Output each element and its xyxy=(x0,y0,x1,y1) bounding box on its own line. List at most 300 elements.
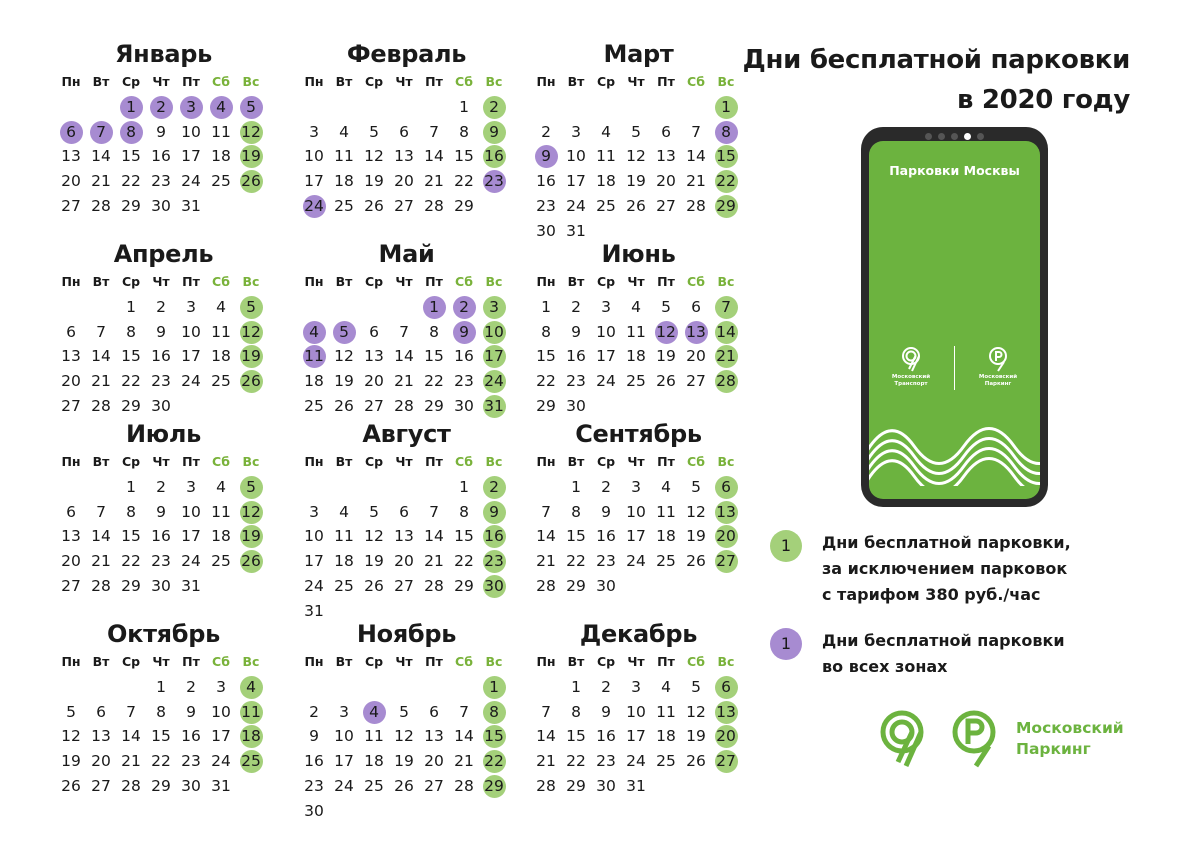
day-cell xyxy=(449,500,479,525)
day-cell xyxy=(479,500,509,525)
day-number: 4 xyxy=(661,477,671,496)
day-cell xyxy=(176,724,206,749)
day-number: 15 xyxy=(121,347,141,366)
day-cell xyxy=(236,475,266,500)
day-number: 13 xyxy=(364,347,384,366)
day-cell xyxy=(389,144,419,169)
day-number: 6 xyxy=(399,502,409,521)
day-cell xyxy=(329,320,359,345)
day-cell xyxy=(236,144,266,169)
day-cell xyxy=(299,120,329,145)
day-cell xyxy=(56,749,86,774)
day-number: 3 xyxy=(339,702,349,721)
day-cell xyxy=(389,574,419,599)
day-cell xyxy=(479,774,509,799)
weekday-header: Вт xyxy=(567,274,585,289)
weekday-header: Пн xyxy=(304,74,324,89)
day-number: 15 xyxy=(454,147,474,166)
day-cell xyxy=(359,144,389,169)
weekday-header: Чт xyxy=(627,454,645,469)
day-cell xyxy=(561,524,591,549)
day-cell xyxy=(561,675,591,700)
phone-illustration xyxy=(861,127,1048,507)
day-number: 25 xyxy=(334,196,354,215)
day-cell xyxy=(449,549,479,574)
month-grid xyxy=(299,270,509,419)
day-cell xyxy=(591,144,621,169)
day-number: 10 xyxy=(304,147,324,166)
day-cell xyxy=(299,369,329,394)
weekday-header: Пн xyxy=(61,274,81,289)
day-cell xyxy=(621,144,651,169)
day-number: 29 xyxy=(121,196,141,215)
weekday-header: Вт xyxy=(335,274,353,289)
day-cell xyxy=(146,574,176,599)
weekday-header: Вс xyxy=(242,74,260,89)
day-number: 14 xyxy=(394,347,414,366)
day-cell xyxy=(419,774,449,799)
day-number: 17 xyxy=(181,147,201,166)
day-number: 1 xyxy=(459,477,469,496)
weekday-header: Чт xyxy=(627,654,645,669)
day-number: 26 xyxy=(334,396,354,415)
day-number: 2 xyxy=(186,677,196,696)
day-cell xyxy=(206,144,236,169)
weekday-header: Ср xyxy=(364,454,384,469)
day-cell xyxy=(651,344,681,369)
day-cell xyxy=(419,749,449,774)
month-grid xyxy=(531,450,741,599)
day-cell xyxy=(711,369,741,394)
day-cell xyxy=(299,144,329,169)
day-number: 11 xyxy=(240,701,263,724)
day-number: 7 xyxy=(459,702,469,721)
day-cell xyxy=(176,320,206,345)
day-cell xyxy=(681,344,711,369)
weekday-header: Вс xyxy=(242,274,260,289)
day-number: 9 xyxy=(535,145,558,168)
empty-cell xyxy=(56,95,86,120)
empty-cell xyxy=(449,675,479,700)
day-cell xyxy=(681,369,711,394)
day-cell xyxy=(116,194,146,219)
day-cell xyxy=(86,524,116,549)
day-number: 12 xyxy=(364,527,384,546)
day-number: 21 xyxy=(715,345,738,368)
day-cell xyxy=(479,675,509,700)
weekday-header: Пт xyxy=(425,654,443,669)
weekday-header: Пн xyxy=(61,654,81,669)
day-cell xyxy=(561,774,591,799)
day-cell xyxy=(449,344,479,369)
day-cell xyxy=(651,524,681,549)
empty-cell xyxy=(389,295,419,320)
day-number: 8 xyxy=(429,322,439,341)
day-number: 13 xyxy=(61,527,81,546)
weekday-header: Вт xyxy=(335,74,353,89)
day-number: 22 xyxy=(566,552,586,571)
day-cell xyxy=(146,549,176,574)
day-number: 26 xyxy=(394,776,414,795)
day-number: 10 xyxy=(181,502,201,521)
day-cell xyxy=(531,194,561,219)
day-number: 11 xyxy=(334,147,354,166)
day-cell xyxy=(56,344,86,369)
day-cell xyxy=(531,724,561,749)
day-number: 6 xyxy=(715,676,738,699)
day-number: 30 xyxy=(181,776,201,795)
day-cell xyxy=(389,120,419,145)
legend-item-green xyxy=(770,530,1071,608)
day-cell xyxy=(86,194,116,219)
day-cell xyxy=(591,724,621,749)
day-cell xyxy=(531,295,561,320)
day-number: 3 xyxy=(216,677,226,696)
day-cell xyxy=(419,320,449,345)
day-number: 4 xyxy=(631,297,641,316)
month-title: Октябрь xyxy=(106,620,221,648)
day-number: 7 xyxy=(399,322,409,341)
day-number: 20 xyxy=(424,752,444,771)
day-cell xyxy=(359,574,389,599)
day-number: 23 xyxy=(151,172,171,191)
day-number: 16 xyxy=(596,727,616,746)
day-number: 4 xyxy=(216,297,226,316)
day-cell xyxy=(236,344,266,369)
day-cell xyxy=(116,724,146,749)
day-cell xyxy=(86,144,116,169)
day-number: 5 xyxy=(691,477,701,496)
day-cell xyxy=(621,675,651,700)
day-number: 1 xyxy=(571,677,581,696)
brand-name: Московский Паркинг xyxy=(1016,719,1124,758)
day-number: 24 xyxy=(566,196,586,215)
day-number: 22 xyxy=(121,172,141,191)
day-number: 19 xyxy=(686,527,706,546)
day-cell xyxy=(299,799,329,824)
day-cell xyxy=(299,574,329,599)
day-cell xyxy=(531,120,561,145)
day-cell xyxy=(621,194,651,219)
day-cell xyxy=(449,144,479,169)
day-number: 18 xyxy=(211,347,231,366)
day-number: 16 xyxy=(483,145,506,168)
day-cell xyxy=(176,369,206,394)
page-title xyxy=(743,40,1130,120)
weekday-header: Ср xyxy=(596,654,616,669)
day-cell xyxy=(56,700,86,725)
day-cell xyxy=(146,344,176,369)
day-number: 8 xyxy=(126,502,136,521)
day-number: 10 xyxy=(596,322,616,341)
day-number: 18 xyxy=(334,552,354,571)
month-title: Июнь xyxy=(601,240,676,268)
day-number: 12 xyxy=(240,321,263,344)
day-cell xyxy=(236,724,266,749)
weekday-header: Сб xyxy=(455,274,473,289)
day-cell xyxy=(56,574,86,599)
empty-cell xyxy=(299,295,329,320)
day-cell xyxy=(561,394,591,419)
day-number: 4 xyxy=(303,321,326,344)
weekday-header: Чт xyxy=(627,274,645,289)
day-cell xyxy=(591,169,621,194)
day-number: 9 xyxy=(571,322,581,341)
day-cell xyxy=(116,475,146,500)
day-number: 3 xyxy=(631,677,641,696)
day-number: 1 xyxy=(126,477,136,496)
day-number: 28 xyxy=(536,776,556,795)
day-number: 28 xyxy=(91,576,111,595)
month-7 xyxy=(56,418,271,599)
day-number: 5 xyxy=(631,122,641,141)
day-cell xyxy=(711,169,741,194)
day-cell xyxy=(359,320,389,345)
day-number: 7 xyxy=(90,121,113,144)
day-cell xyxy=(56,144,86,169)
day-number: 2 xyxy=(309,702,319,721)
day-number: 1 xyxy=(126,297,136,316)
day-number: 8 xyxy=(156,702,166,721)
day-cell xyxy=(591,500,621,525)
day-number: 23 xyxy=(151,552,171,571)
day-number: 24 xyxy=(626,752,646,771)
day-cell xyxy=(591,549,621,574)
day-number: 3 xyxy=(309,122,319,141)
month-grid xyxy=(299,650,509,824)
day-number: 15 xyxy=(121,147,141,166)
day-number: 28 xyxy=(91,196,111,215)
day-number: 26 xyxy=(686,752,706,771)
day-number: 21 xyxy=(454,752,474,771)
day-number: 1 xyxy=(459,97,469,116)
day-number: 21 xyxy=(121,752,141,771)
day-number: 20 xyxy=(715,725,738,748)
day-number: 27 xyxy=(61,196,81,215)
day-number: 22 xyxy=(483,750,506,773)
day-number: 14 xyxy=(454,727,474,746)
day-cell xyxy=(651,194,681,219)
day-cell xyxy=(86,500,116,525)
day-cell xyxy=(449,774,479,799)
day-cell xyxy=(206,169,236,194)
day-cell xyxy=(236,120,266,145)
weekday-header: Пт xyxy=(425,74,443,89)
day-cell xyxy=(449,475,479,500)
day-cell xyxy=(176,144,206,169)
day-number: 8 xyxy=(483,701,506,724)
day-number: 9 xyxy=(156,122,166,141)
day-number: 29 xyxy=(454,196,474,215)
day-number: 22 xyxy=(536,372,556,391)
day-cell xyxy=(329,574,359,599)
day-cell xyxy=(419,344,449,369)
day-cell xyxy=(711,194,741,219)
day-number: 6 xyxy=(96,702,106,721)
day-number: 31 xyxy=(181,576,201,595)
parking-p-icon xyxy=(946,708,1002,770)
day-cell xyxy=(651,295,681,320)
day-cell xyxy=(329,120,359,145)
day-cell xyxy=(449,700,479,725)
legend-badge-purple: 1 xyxy=(770,628,802,660)
day-cell xyxy=(116,394,146,419)
day-number: 22 xyxy=(121,552,141,571)
empty-cell xyxy=(329,675,359,700)
day-number: 25 xyxy=(240,750,263,773)
day-number: 9 xyxy=(601,702,611,721)
empty-cell xyxy=(681,95,711,120)
day-cell xyxy=(479,724,509,749)
day-number: 20 xyxy=(656,172,676,191)
day-number: 4 xyxy=(216,477,226,496)
day-number: 21 xyxy=(424,552,444,571)
day-number: 28 xyxy=(454,776,474,795)
day-cell xyxy=(236,749,266,774)
day-number: 31 xyxy=(483,395,506,418)
day-number: 16 xyxy=(151,147,171,166)
day-cell xyxy=(591,774,621,799)
day-cell xyxy=(479,394,509,419)
day-cell xyxy=(146,369,176,394)
day-cell xyxy=(329,774,359,799)
day-number: 20 xyxy=(686,347,706,366)
day-cell xyxy=(176,749,206,774)
day-number: 6 xyxy=(691,297,701,316)
day-cell xyxy=(56,394,86,419)
day-number: 24 xyxy=(334,776,354,795)
day-number: 6 xyxy=(60,121,83,144)
day-cell xyxy=(561,574,591,599)
day-cell xyxy=(561,724,591,749)
day-cell xyxy=(116,500,146,525)
day-cell xyxy=(146,475,176,500)
day-number: 13 xyxy=(394,527,414,546)
day-number: 29 xyxy=(121,576,141,595)
day-number: 10 xyxy=(626,702,646,721)
day-number: 1 xyxy=(541,297,551,316)
day-number: 13 xyxy=(394,147,414,166)
day-number: 30 xyxy=(304,801,324,820)
day-number: 30 xyxy=(151,576,171,595)
day-cell xyxy=(711,120,741,145)
day-number: 22 xyxy=(566,752,586,771)
day-number: 1 xyxy=(156,677,166,696)
day-number: 28 xyxy=(91,396,111,415)
day-cell xyxy=(449,194,479,219)
day-number: 31 xyxy=(304,601,324,620)
day-cell xyxy=(479,475,509,500)
day-number: 21 xyxy=(91,552,111,571)
empty-cell xyxy=(86,475,116,500)
day-number: 18 xyxy=(334,172,354,191)
app-title: Парковки Москвы xyxy=(889,163,1020,178)
day-cell xyxy=(621,700,651,725)
empty-cell xyxy=(359,475,389,500)
day-cell xyxy=(206,724,236,749)
empty-cell xyxy=(86,295,116,320)
day-cell xyxy=(419,144,449,169)
day-cell xyxy=(681,500,711,525)
day-number: 25 xyxy=(211,552,231,571)
day-number: 11 xyxy=(656,502,676,521)
month-4 xyxy=(56,238,271,419)
weekday-header: Ср xyxy=(596,74,616,89)
weekday-header: Сб xyxy=(687,454,705,469)
day-number: 30 xyxy=(151,396,171,415)
day-cell xyxy=(531,394,561,419)
day-number: 5 xyxy=(333,321,356,344)
day-number: 18 xyxy=(304,372,324,391)
day-cell xyxy=(711,475,741,500)
day-number: 13 xyxy=(91,727,111,746)
day-number: 21 xyxy=(394,372,414,391)
day-cell xyxy=(651,549,681,574)
empty-cell xyxy=(621,95,651,120)
empty-cell xyxy=(651,95,681,120)
day-number: 8 xyxy=(126,322,136,341)
day-number: 2 xyxy=(483,476,506,499)
month-12 xyxy=(531,618,746,799)
day-number: 3 xyxy=(186,297,196,316)
empty-cell xyxy=(56,295,86,320)
day-number: 5 xyxy=(369,502,379,521)
day-cell xyxy=(56,369,86,394)
month-grid xyxy=(299,70,509,219)
weekday-header: Пт xyxy=(425,454,443,469)
day-cell xyxy=(86,320,116,345)
day-number: 17 xyxy=(304,552,324,571)
day-number: 2 xyxy=(156,297,166,316)
day-number: 3 xyxy=(180,96,203,119)
day-cell xyxy=(621,344,651,369)
day-number: 29 xyxy=(424,396,444,415)
day-cell xyxy=(389,320,419,345)
day-number: 23 xyxy=(483,550,506,573)
day-number: 7 xyxy=(96,322,106,341)
day-number: 23 xyxy=(454,372,474,391)
day-cell xyxy=(681,700,711,725)
empty-cell xyxy=(299,475,329,500)
day-cell xyxy=(531,369,561,394)
day-number: 9 xyxy=(483,121,506,144)
day-cell xyxy=(479,549,509,574)
day-number: 30 xyxy=(151,196,171,215)
day-number: 7 xyxy=(541,702,551,721)
day-number: 1 xyxy=(715,96,738,119)
weekday-header: Сб xyxy=(455,654,473,669)
day-cell xyxy=(591,574,621,599)
day-number: 12 xyxy=(61,727,81,746)
day-cell xyxy=(116,95,146,120)
weekday-header: Пт xyxy=(182,74,200,89)
weekday-header: Вс xyxy=(485,74,503,89)
month-1 xyxy=(56,38,271,219)
day-number: 1 xyxy=(120,96,143,119)
day-cell xyxy=(56,500,86,525)
day-cell xyxy=(206,524,236,549)
day-cell xyxy=(86,120,116,145)
day-number: 26 xyxy=(240,170,263,193)
day-number: 15 xyxy=(566,727,586,746)
day-cell xyxy=(299,394,329,419)
day-cell xyxy=(176,194,206,219)
day-number: 31 xyxy=(181,196,201,215)
day-number: 18 xyxy=(626,347,646,366)
day-cell xyxy=(531,144,561,169)
day-number: 7 xyxy=(126,702,136,721)
day-number: 8 xyxy=(715,121,738,144)
